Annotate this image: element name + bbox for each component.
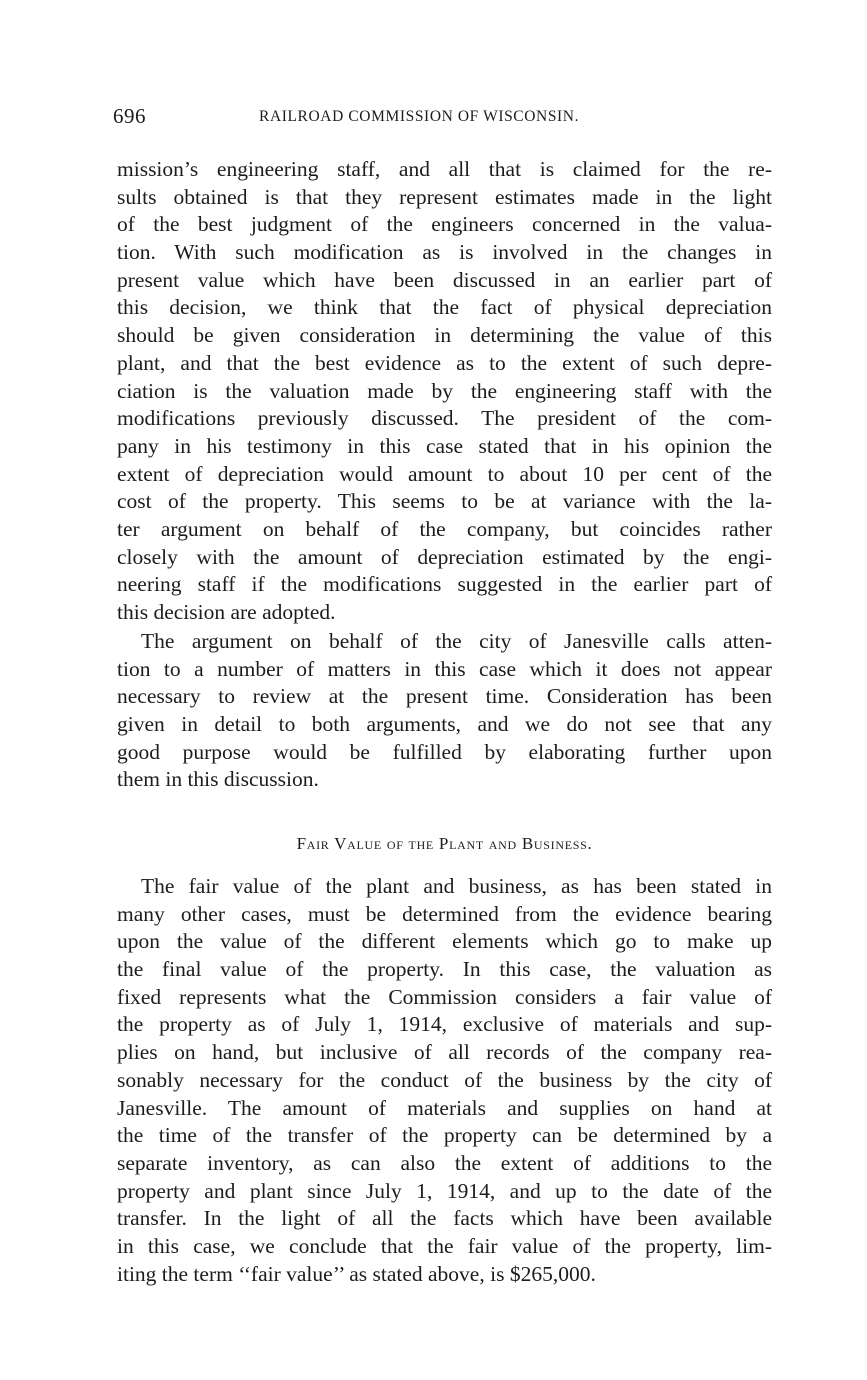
- text-line: good purpose would be fulfilled by elaborating further upon: [117, 739, 772, 764]
- section-heading: Fair Value of the Plant and Business.: [296, 834, 593, 853]
- text-line: present value which have been discussed in an earlier part of: [117, 267, 772, 292]
- text-line: plant, and that the best evidence as to the extent of such depre-: [117, 350, 772, 375]
- text-line: should be given consideration in determining the value of this: [117, 323, 772, 348]
- text-line: modifications previously discussed. The president of the com-: [117, 406, 772, 431]
- text-line: tion to a number of matters in this case which it does not appear: [117, 656, 772, 681]
- text-line: this decision are adopted.: [117, 600, 336, 624]
- text-line: transfer. In the light of all the facts which have been available: [117, 1206, 772, 1231]
- text-line: ter argument on behalf of the company, but coincides rather: [117, 516, 772, 541]
- text-line: sults obtained is that they represent estimates made in the light: [117, 184, 772, 209]
- text-line: in this case, we conclude that the fair value of the property, lim-: [117, 1233, 772, 1258]
- text-line: them in this discussion.: [117, 767, 319, 792]
- text-line: tion. With such modification as is involved in the changes in: [117, 240, 772, 265]
- text-line: the property as of July 1, 1914, exclusive of materials and sup-: [117, 1012, 772, 1037]
- running-title: RAILROAD COMMISSION OF WISCONSIN.: [259, 108, 580, 125]
- text-line: of the best judgment of the engineers concerned in the valua-: [117, 212, 772, 237]
- text-line: mission’s engineering staff, and all that is claimed for the re-: [117, 157, 772, 181]
- text-line: The fair value of the plant and business, as has been stated in: [141, 874, 772, 898]
- text-line: sonably necessary for the conduct of the business by the city of: [117, 1067, 772, 1092]
- text-line: neering staff if the modifications suggested in the earlier part of: [117, 572, 772, 597]
- text-line: pany in his testimony in this case stated that in his opinion the: [117, 433, 772, 458]
- text-line: separate inventory, as can also the extent of additions to the: [117, 1150, 772, 1175]
- text-line: The argument on behalf of the city of Janesville calls atten-: [141, 629, 772, 653]
- text-line: Janesville. The amount of materials and supplies on hand at: [117, 1095, 772, 1120]
- text-line: cost of the property. This seems to be at variance with the la-: [117, 489, 772, 514]
- text-line: property and plant since July 1, 1914, and up to the date of the: [117, 1178, 772, 1203]
- text-line: ciation is the valuation made by the engineering staff with the: [117, 378, 772, 403]
- text-line: fixed represents what the Commission considers a fair value of: [117, 984, 772, 1009]
- running-header: [113, 104, 773, 132]
- text-line: extent of depreciation would amount to about 10 per cent of the: [117, 461, 772, 486]
- text-line: this decision, we think that the fact of physical depreciation: [117, 295, 772, 320]
- text-line: the final value of the property. In this case, the valuation as: [117, 957, 772, 982]
- text-line: given in detail to both arguments, and we do not see that any: [117, 712, 772, 737]
- paragraph-continued: [117, 156, 772, 627]
- paragraph-janesville-argument: [117, 628, 772, 794]
- text-line: the time of the transfer of the property can be determined by a: [117, 1123, 772, 1148]
- page-number: 696: [113, 104, 146, 128]
- text-line: plies on hand, but inclusive of all records of the company rea-: [117, 1040, 772, 1065]
- text-line: necessary to review at the present time. Consideration has been: [117, 684, 772, 709]
- paragraph-fair-value: [117, 873, 772, 1288]
- text-line: closely with the amount of depreciation estimated by the engi-: [117, 544, 772, 569]
- text-line: iting the term ‘‘fair value’’ as stated above, is $265,000.: [117, 1261, 596, 1286]
- text-line: many other cases, must be determined from the evidence bearing: [117, 901, 772, 926]
- text-line: upon the value of the different elements which go to make up: [117, 929, 772, 954]
